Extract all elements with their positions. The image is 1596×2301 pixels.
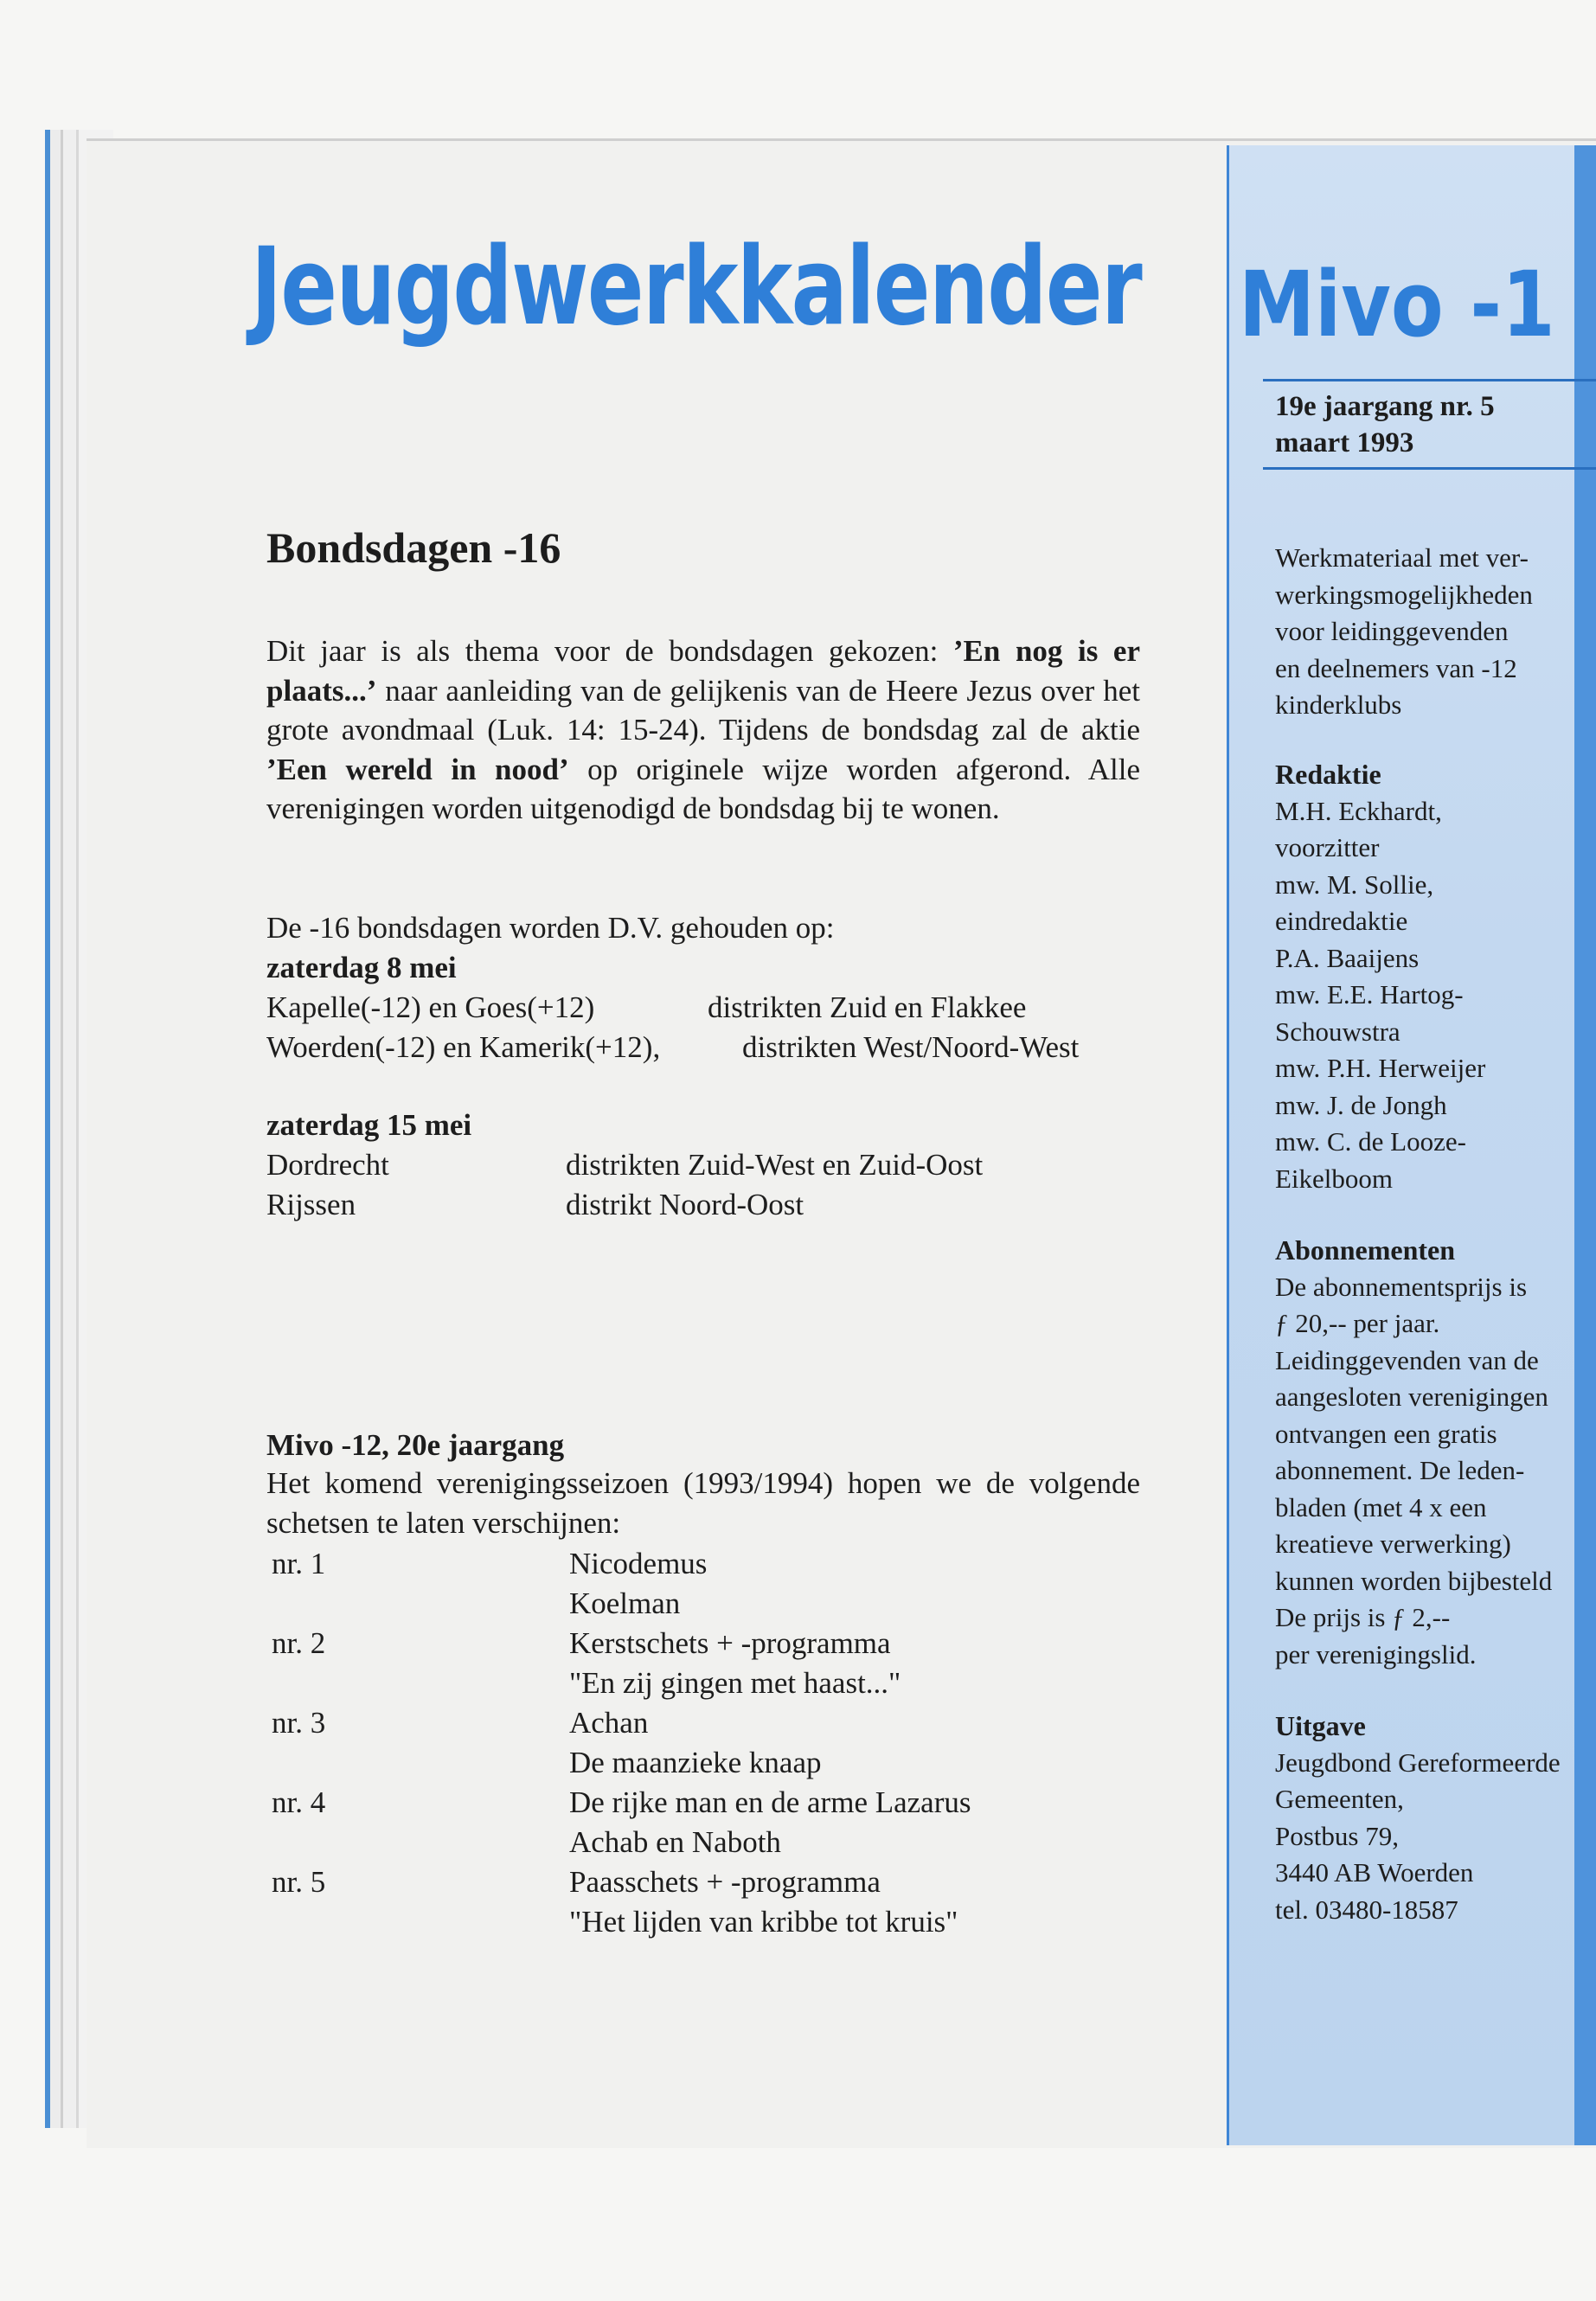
article-heading-bondsdagen: Bondsdagen -16 (266, 523, 561, 572)
sidebar-line: mw. P.H. Herweijer (1275, 1053, 1486, 1083)
sidebar-line: mw. E.E. Hartog- (1275, 979, 1464, 1009)
sidebar-abonnementen (1275, 1232, 1595, 1673)
section-heading: Uitgave (1275, 1710, 1366, 1741)
schedule-title: "Het lijden van kribbe tot kruis" (569, 1905, 958, 1939)
sidebar-line: mw. M. Sollie, (1275, 868, 1434, 900)
date-place: Kapelle(-12) en Goes(+12) (266, 990, 595, 1024)
issue-number: 19e jaargang nr. 5 (1275, 391, 1495, 422)
date-place: Dordrecht (266, 1148, 389, 1182)
sidebar-line: Schouwstra (1275, 1016, 1401, 1047)
held-intro: De -16 bondsdagen worden D.V. gehouden op: (266, 911, 835, 945)
sidebar-line: mw. J. de Jongh (1275, 1089, 1447, 1120)
date-districts: distrikt Noord-Oost (566, 1188, 804, 1221)
section-heading: Redaktie (1275, 759, 1381, 790)
section-heading: Abonnementen (1275, 1234, 1456, 1266)
date-districts: distrikten Zuid en Flakkee (708, 990, 1027, 1024)
article-paragraph (266, 631, 1140, 829)
sidebar-line: en deelnemers van -12 (1275, 652, 1517, 683)
sidebar-line: Leidinggevenden van de (1275, 1344, 1539, 1375)
sidebar-line: M.H. Eckhardt, (1275, 795, 1442, 826)
schedule-nr: nr. 1 (272, 1547, 326, 1580)
sidebar-line: ontvangen een gratis (1275, 1418, 1497, 1449)
sidebar-line: P.A. Baaijens (1275, 942, 1420, 973)
date-districts: distrikten West/Noord-West (742, 1030, 1080, 1064)
sidebar-line: abonnement. De leden- (1275, 1455, 1525, 1485)
sidebar-line: Postbus 79, (1275, 1820, 1399, 1851)
sidebar-title: Mivo -1 (1239, 252, 1555, 357)
paragraph-text: naar aanleiding van de gelijkenis van de Heere Jezus over het grote avondmaal (Luk. 14: 15-24). (266, 673, 1140, 747)
schedule-title: De rijke man en de arme Lazarus (569, 1785, 971, 1819)
sidebar-line: eindredaktie (1275, 906, 1408, 936)
sidebar-uitgave (1275, 1708, 1595, 1928)
schedule-title: "En zij gingen met haast..." (569, 1666, 901, 1700)
issue-date: maart 1993 (1275, 427, 1414, 458)
sidebar-rule (1263, 467, 1596, 470)
schedule-nr: nr. 5 (272, 1865, 326, 1899)
sidebar-line: tel. 03480-18587 (1275, 1894, 1458, 1925)
action-text: ’Een wereld in nood’ (266, 752, 569, 786)
schedule-title: De maanzieke knaap (569, 1746, 822, 1779)
sidebar-line: bladen (met 4 x een (1275, 1491, 1487, 1522)
sidebar-line: kreatieve verwerking) (1275, 1529, 1511, 1559)
sidebar-line: Eikelboom (1275, 1163, 1394, 1194)
sidebar-line: ƒ 20,-- per jaar. (1275, 1308, 1440, 1338)
sidebar-line: voor leidinggevenden (1275, 616, 1509, 646)
paragraph-text: Tijdens de bondsdag zal de aktie (718, 713, 1140, 747)
sidebar-rule (1263, 379, 1596, 381)
sidebar-line: kinderklubs (1275, 689, 1402, 720)
sidebar-line: voorzitter (1275, 832, 1380, 862)
theme-text: ’En nog is er plaats...’ (266, 634, 1140, 708)
date-heading: zaterdag 8 mei (266, 951, 457, 984)
schedule-title: Nicodemus (569, 1547, 708, 1580)
article-heading-mivo: Mivo -12, 20e jaargang (266, 1428, 565, 1462)
schedule-nr: nr. 4 (272, 1785, 326, 1819)
date-place: Rijssen (266, 1188, 356, 1221)
schedule-nr: nr. 2 (272, 1626, 326, 1660)
date-districts: distrikten Zuid-West en Zuid-Oost (566, 1148, 984, 1182)
sidebar-line: mw. C. de Looze- (1275, 1126, 1466, 1157)
schedule-title: Achan (569, 1706, 649, 1740)
sidebar-redaktie (1275, 756, 1595, 1197)
paragraph-text: op originele wijze worden afgerond. Alle verenigingen worden uitgenodigd de bondsdag bij te wonen. (266, 752, 1140, 825)
sidebar-line: De prijs is ƒ 2,-- (1275, 1602, 1451, 1632)
schedule-title: Kerstschets + -programma (569, 1626, 891, 1660)
date-heading: zaterdag 15 mei (266, 1108, 472, 1142)
schedule-nr: nr. 3 (272, 1706, 326, 1740)
schedule-title: Koelman (569, 1586, 681, 1620)
sidebar-line: kunnen worden bijbesteld (1275, 1565, 1553, 1596)
sidebar-line: Werkmateriaal met ver- (1275, 542, 1529, 573)
sidebar-line: aangesloten verenigingen (1275, 1381, 1548, 1412)
sidebar-line: De abonnementsprijs is (1275, 1271, 1528, 1302)
schedule-title: Achab en Naboth (569, 1825, 781, 1859)
sidebar-line: Gemeenten, (1275, 1784, 1404, 1814)
date-place: Woerden(-12) en Kamerik(+12), (266, 1030, 661, 1064)
sidebar-line: per verenigingslid. (1275, 1638, 1477, 1670)
schedule-title: Paasschets + -programma (569, 1865, 881, 1899)
sidebar-line: 3440 AB Woerden (1275, 1857, 1474, 1888)
article-paragraph: Het komend verenigingsseizoen (1993/1994) hopen we de volgende schetsen te laten verschijnen: (266, 1466, 1140, 1540)
sidebar-line: werkingsmogelijkheden (1275, 579, 1533, 610)
sidebar-description (1275, 540, 1595, 724)
paragraph-text: Dit jaar is als thema voor de bondsdagen gekozen: (266, 634, 953, 668)
page-title: Jeugdwerkkalender (251, 225, 1142, 349)
sidebar-line: Jeugdbond Gereformeerde (1275, 1747, 1561, 1778)
